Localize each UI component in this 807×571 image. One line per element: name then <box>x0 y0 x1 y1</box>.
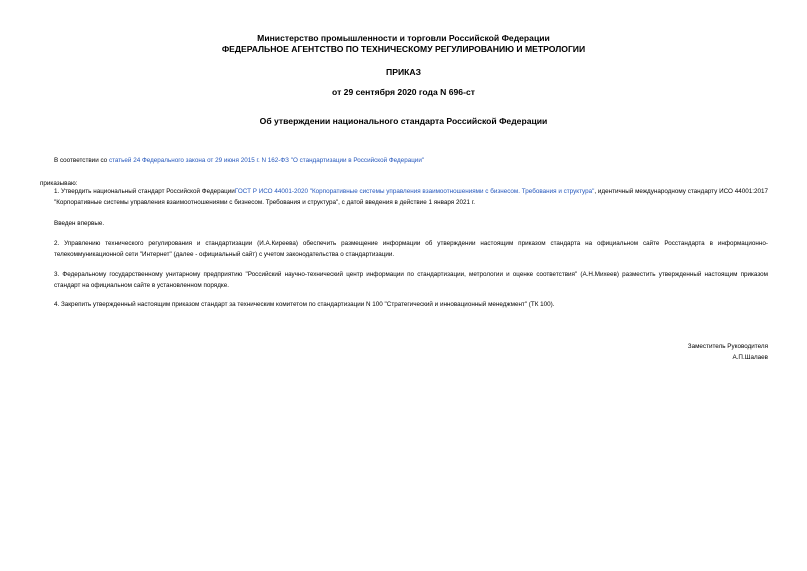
item-1 <box>54 186 768 208</box>
preamble <box>54 155 768 166</box>
preamble-prefix: В соответствии со <box>54 157 109 164</box>
item-1-suffix: , идентичный международному стандарту ИСО 44001:2017 "Корпоративные системы управления взаимоотношениями с бизнесом. Требования и структура", с датой введения в действие 1 января 2021 г. <box>54 188 768 206</box>
item-3: 3. Федеральному государственному унитарному предприятию "Российский научно-технический центр информации по стандартизации, метрологии и оценке соответствия" (А.Н.Михеев) разместить утвержденный настоящим приказом стандарт на официальном сайте в установленном порядке. <box>54 271 768 289</box>
ministry-name: Министерство промышленности и торговли Российской Федерации <box>257 33 550 43</box>
agency-name: ФЕДЕРАЛЬНОЕ АГЕНТСТВО ПО ТЕХНИЧЕСКОМУ РЕГУЛИРОВАНИЮ И МЕТРОЛОГИИ <box>221 44 586 54</box>
item-4: 4. Закрепить утвержденный настоящим приказом стандарт за техническим комитетом по стандартизации N 100 "Стратегический и инновационный менеджмент" (ТК 100). <box>54 301 555 308</box>
item-1-prefix: 1. Утвердить национальный стандарт Российской Федерации <box>54 188 235 195</box>
page-title: Об утверждении национального стандарта Российской Федерации <box>259 116 548 126</box>
signature-name: А.П.Шалаев <box>732 354 768 361</box>
gost-standard-link[interactable]: ГОСТ Р ИСО 44001-2020 "Корпоративные системы управления взаимоотношениями с бизнесом. Требования и структура" <box>234 188 595 195</box>
intro-note: Введен впервые. <box>54 220 105 227</box>
law-article-link[interactable]: статьей 24 Федерального закона от 29 июня 2015 г. N 162-ФЗ "О стандартизации в Российской Федерации" <box>108 157 425 164</box>
signature-position: Заместитель Руководителя <box>687 343 768 350</box>
doc-type: ПРИКАЗ <box>386 67 421 77</box>
item-2: 2. Управлению технического регулирования и стандартизации (И.А.Киреева) обеспечить размещение информации об утверждении настоящим приказом стандарта на официальном сайте Росстандарта в информационно-телекоммуникационной сети "Интернет" (далее - официальный сайт) с учетом законодательства о стандартизации. <box>54 240 768 258</box>
order-word: приказываю: <box>40 180 78 187</box>
date-number: от 29 сентября 2020 года N 696-ст <box>332 87 475 97</box>
